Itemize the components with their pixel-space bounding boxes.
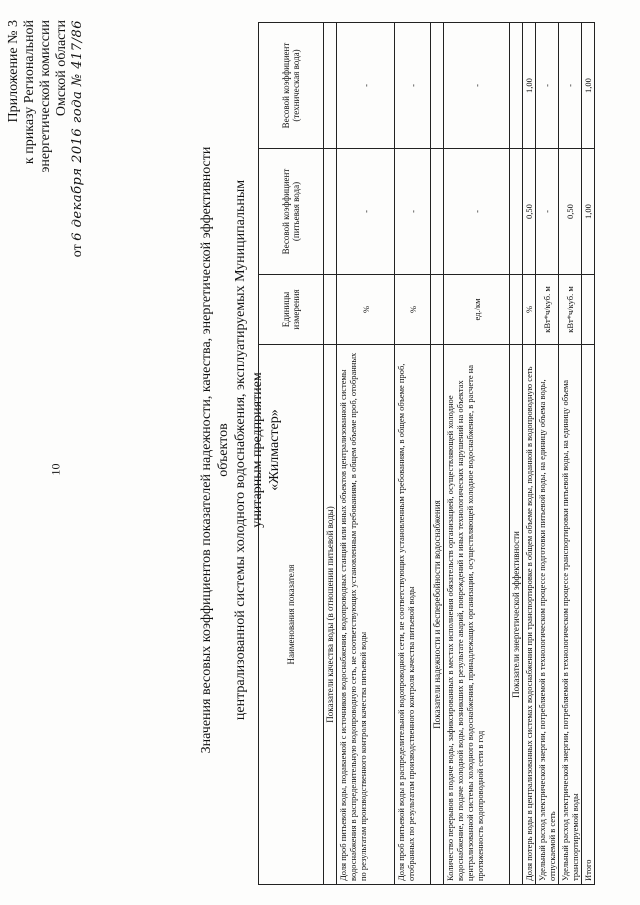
row-technical: - <box>337 23 395 149</box>
header-coef-drinking: Весовой коэффициент (питьевая вода) <box>259 149 324 275</box>
section-row <box>510 23 523 885</box>
coefficients-table <box>258 22 595 885</box>
appendix-line: Омской области <box>54 20 69 117</box>
table-row <box>444 23 510 885</box>
appendix-line: энергетической комиссии <box>38 20 53 173</box>
row-name: Количество перерывов в подаче воды, зафиксированных в местах исполнения обязательств организацией, осуществляющей холодное водоснабжение, по подаче холодной воды, возникших в результате аварий, повреждений и иных технологических нарушений на объектах централизованной системы холодного водоснабжения, принадлежащих организации, осуществляющей холодное водоснабжение, в расчете на протяженность водопроводной сети в год <box>444 345 510 885</box>
section-title: Показатели качества воды (в отношении питьевой воды) <box>324 345 337 885</box>
header-name: Наименования показателя <box>259 345 324 885</box>
table-row <box>559 23 582 885</box>
title-line: Значения весовых коэффициентов показателей надежности, качества, энергетической эффективности объектов <box>199 146 231 754</box>
handwritten-date: 6 декабря 2016 года № 417/86 <box>70 20 85 241</box>
section-row <box>431 23 444 885</box>
row-name: Доля потерь воды в централизованных системах водоснабжения при транспортировке в общем объеме воды, поданной в водопроводную сеть <box>523 345 536 885</box>
date-prefix: от <box>70 244 85 258</box>
row-unit: кВт*ч/куб. м <box>559 275 582 345</box>
table-row <box>337 23 395 885</box>
appendix-line: Приложение № 3 <box>6 20 21 123</box>
row-name: Доля проб питьевой воды в распределительной водопроводной сети, не соответствующих установленным требованиям, в общем объеме проб, отобранных по результатам производственного контроля качества питьевой воды <box>395 345 431 885</box>
total-row <box>582 23 595 885</box>
row-drinking: - <box>536 149 559 275</box>
header-coef-technical: Весовой коэффициент (техническая вода) <box>259 23 324 149</box>
row-name: Итого <box>582 345 595 885</box>
row-drinking: 0,50 <box>559 149 582 275</box>
row-name: Доля проб питьевой воды, подаваемой с источников водоснабжения, водопроводных станций или иных объектов централизованной системы водоснабжения в распределительную водопроводную сеть, не соответствующих установленным требованиям, в общем объеме проб, отобранных по результатам производственного контроля качества питьевой воды <box>337 345 395 885</box>
appendix-header <box>6 20 86 257</box>
row-name: Удельный расход электрической энергии, потребляемой в технологическом процессе транспортировки питьевой воды, на единицу объема транспортируемой воды <box>559 345 582 885</box>
row-technical: 1,00 <box>523 23 536 149</box>
section-row <box>324 23 337 885</box>
row-unit: % <box>337 275 395 345</box>
table-row <box>523 23 536 885</box>
appendix-line: к приказу Региональной <box>22 20 37 165</box>
title-line: централизованной системы холодного водоснабжения, эксплуатируемых Муниципальным унитарным предприятием <box>233 179 265 721</box>
row-technical: - <box>395 23 431 149</box>
header-unit: Единицы измерения <box>259 275 324 345</box>
table-row <box>395 23 431 885</box>
row-unit: % <box>523 275 536 345</box>
row-name: Удельный расход электрической энергии, потребляемой в технологическом процессе подготовки питьевой воды, на единицу объема воды, отпускаемой в сеть <box>536 345 559 885</box>
row-technical: - <box>536 23 559 149</box>
row-drinking: - <box>444 149 510 275</box>
table-row <box>536 23 559 885</box>
table-header-row <box>259 23 324 885</box>
appendix-date-line <box>70 20 86 257</box>
section-title: Показатели энергетической эффективности <box>510 345 523 885</box>
page-number: 10 <box>48 463 63 476</box>
row-unit: кВт*ч/куб. м <box>536 275 559 345</box>
title-line: «Жилмастер» <box>267 409 282 491</box>
row-technical: 1,00 <box>582 23 595 149</box>
section-title: Показатели надежности и бесперебойности водоснабжения <box>431 345 444 885</box>
row-technical: - <box>444 23 510 149</box>
row-unit: % <box>395 275 431 345</box>
row-unit: ед./км <box>444 275 510 345</box>
row-drinking: 0,50 <box>523 149 536 275</box>
row-drinking: - <box>395 149 431 275</box>
row-technical: - <box>559 23 582 149</box>
row-drinking: - <box>337 149 395 275</box>
row-drinking: 1,00 <box>582 149 595 275</box>
row-unit <box>582 275 595 345</box>
